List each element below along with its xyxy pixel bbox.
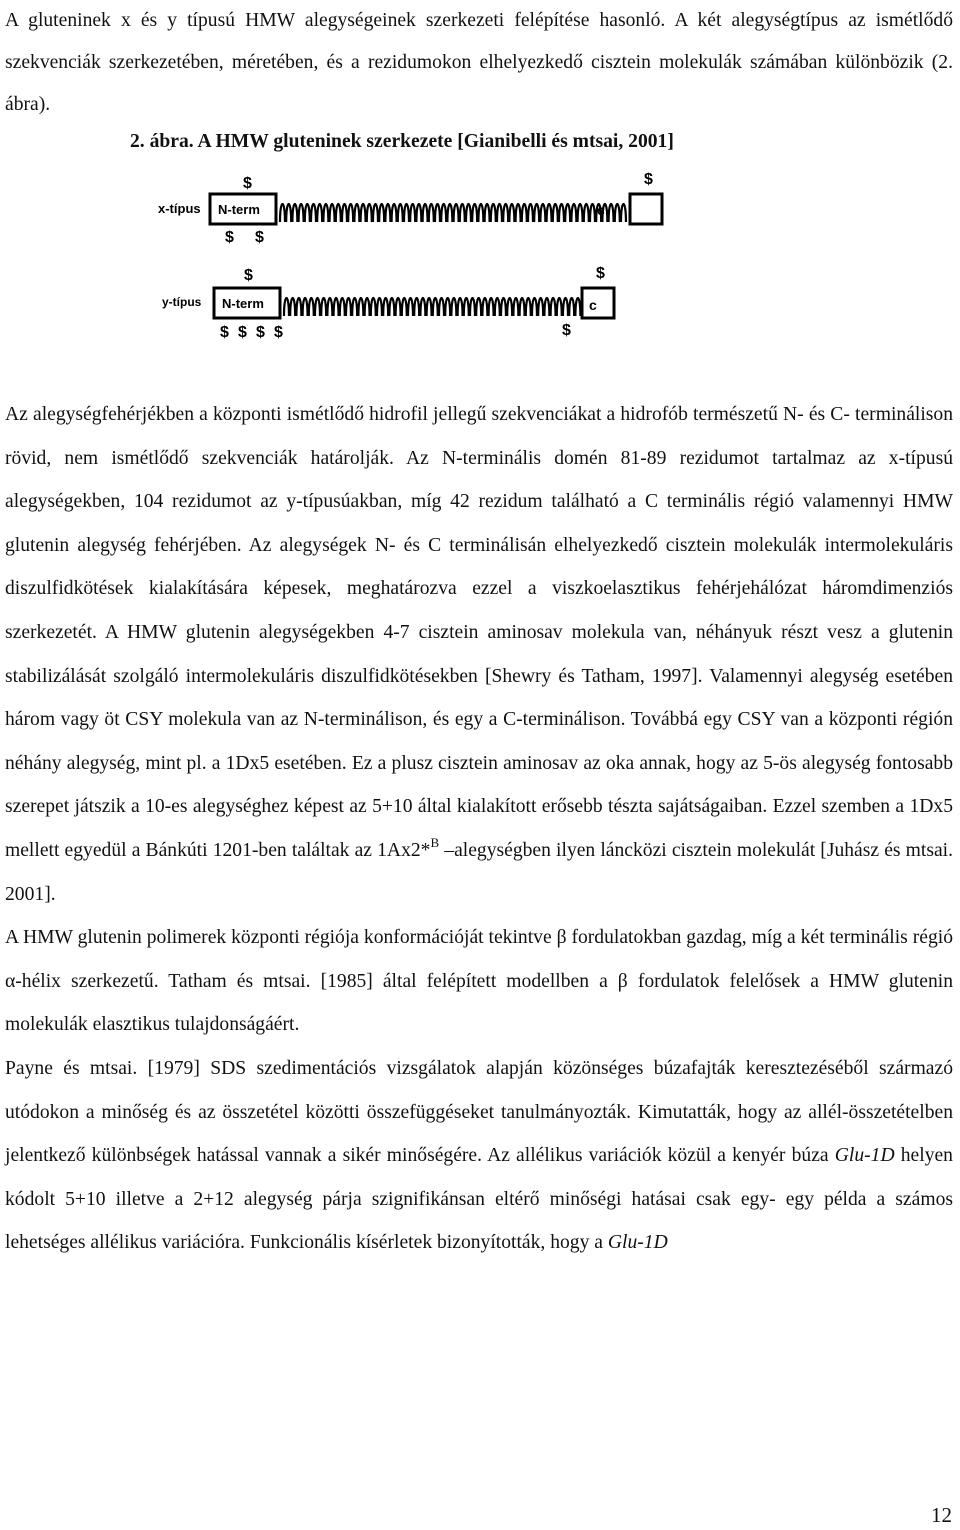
y-disulfide-top-1: $	[244, 267, 253, 284]
y-repetitive-domain	[284, 298, 580, 316]
figure-caption-text: A HMW gluteninek szerkezete [Gianibelli és mtsai, 2001]	[193, 131, 674, 152]
main-text	[5, 393, 953, 1265]
x-disulfide-bottom-2: $	[255, 229, 264, 246]
y-disulfide-bottom-3: $	[256, 324, 265, 341]
x-repetitive-domain	[280, 204, 626, 222]
gene-name-2: Glu-1D	[607, 1232, 668, 1254]
y-disulfide-bottom-2: $	[238, 324, 247, 341]
paragraph-3-text-b: helyen kódolt 5+10 illetve a 2+12 alegység párja szignifikánsan eltérő minőségi hatásai csak egy- egy példa a számos lehetséges allélikus variációra. Funkcionális kísérletek bizonyították, hogy a	[5, 1145, 953, 1254]
paragraph-1-superscript: B	[430, 834, 440, 850]
paragraph-1-text: Az alegységfehérjékben a központi ismétlődő hidrofil jellegű szekvenciákat a hidrofób természetű N- és C- terminálison rövid, nem ismétlődő szekvenciák határolják. Az N-terminális domén 81-89 rezidumot tartalmaz az x-típusú alegységekben, 104 rezidumot az y-típusúakban, míg 42 rezidum található a C terminális régió valamennyi HMW glutenin alegység fehérjében. Az alegységek N- és C terminálisán elhelyezkedő cisztein molekulák intermolekuláris diszulfidkötések kialakítására képesek, meghatározva ezzel a viszkoelasztikus fehérjehálózat háromdimenziós szerkezetét. A HMW glutenin alegységekben 4-7 cisztein aminosav molekula van, néhányuk részt vesz a glutenin stabilizálását szolgáló intermolekuláris diszulfidkötésekben [Shewry és Tatham, 1997]. Valamennyi alegység esetében három vagy öt CSY molekula van az N-terminálison, és egy a C-terminálison. Továbbá egy CSY van a központi régión néhány alegység, mint pl. a 1Dx5 esetében. Ez a plusz cisztein aminosav az oka annak, hogy az 5-ös alegység fontosabb szerepet játszik a 10-es alegységhez képest az 5+10 által kialakított erősebb tészta sajátságaiban. Ezzel szemben a 1Dx5 mellett egyedül a Bánkúti 1201-ben találtak az 1Ax2*	[5, 404, 953, 861]
y-disulfide-bottom-1: $	[220, 324, 229, 341]
intro-paragraph: A gluteninek x és y típusú HMW alegységeinek szerkezeti felépítése hasonló. A két alegységtípus az ismétlődő szekvenciák szerkezetében, méretében, és a rezidumokon elhelyezkedő cisztein molekulák számában különbözik (2. ábra).	[5, 10, 953, 115]
figure-caption-label: 2. ábra.	[130, 131, 194, 152]
y-c-label: c	[589, 297, 597, 313]
y-disulfide-bottom-5: $	[562, 322, 571, 339]
y-type-label: y-típus	[162, 295, 202, 309]
x-c-term-box	[630, 194, 662, 224]
figure-caption	[130, 122, 674, 162]
y-disulfide-top-2: $	[596, 265, 605, 282]
paragraph-1	[5, 393, 953, 916]
x-c-label: c	[597, 202, 605, 218]
y-c-term-box	[582, 288, 614, 318]
y-n-term-label: N-term	[222, 296, 264, 311]
paragraph-3-text-a: Payne és mtsai. [1979] SDS szedimentációs vizsgálatok alapján közönséges búzafajták keresztezéséből származó utódokon a minőség és az összetétel közötti összefüggéseket tanulmányozták. Kimutatták, hogy az allél-összetételben jelentkező különbségek hatással vannak a sikér minőségére. Az allélikus variációk közül a kenyér búza	[5, 1057, 953, 1167]
x-type-label: x-típus	[158, 201, 201, 216]
y-disulfide-bottom-4: $	[274, 324, 283, 341]
x-disulfide-bottom-1: $	[225, 229, 234, 246]
x-n-term-label: N-term	[218, 202, 260, 217]
page-body	[5, 0, 953, 126]
gene-name-1: Glu-1D	[834, 1145, 895, 1167]
x-disulfide-top-1: $	[243, 175, 252, 192]
paragraph-2: A HMW glutenin polimerek központi régiója konformációját tekintve β fordulatokban gazdag, míg a két terminális régió α-hélix szerkezetű. Tatham és mtsai. [1985] által felépített modellben a β fordulatok felelősek a HMW glutenin molekulák elasztikus tulajdonságáért.	[5, 927, 953, 1036]
paragraph-3	[5, 1047, 953, 1265]
x-disulfide-top-2: $	[644, 171, 653, 188]
page-number: 12	[931, 1503, 952, 1527]
paragraph-1-end: –alegységben ilyen láncközi cisztein molekulát [Juhász és mtsai. 2001].	[5, 839, 953, 905]
glutenin-structure-diagram	[150, 160, 653, 350]
